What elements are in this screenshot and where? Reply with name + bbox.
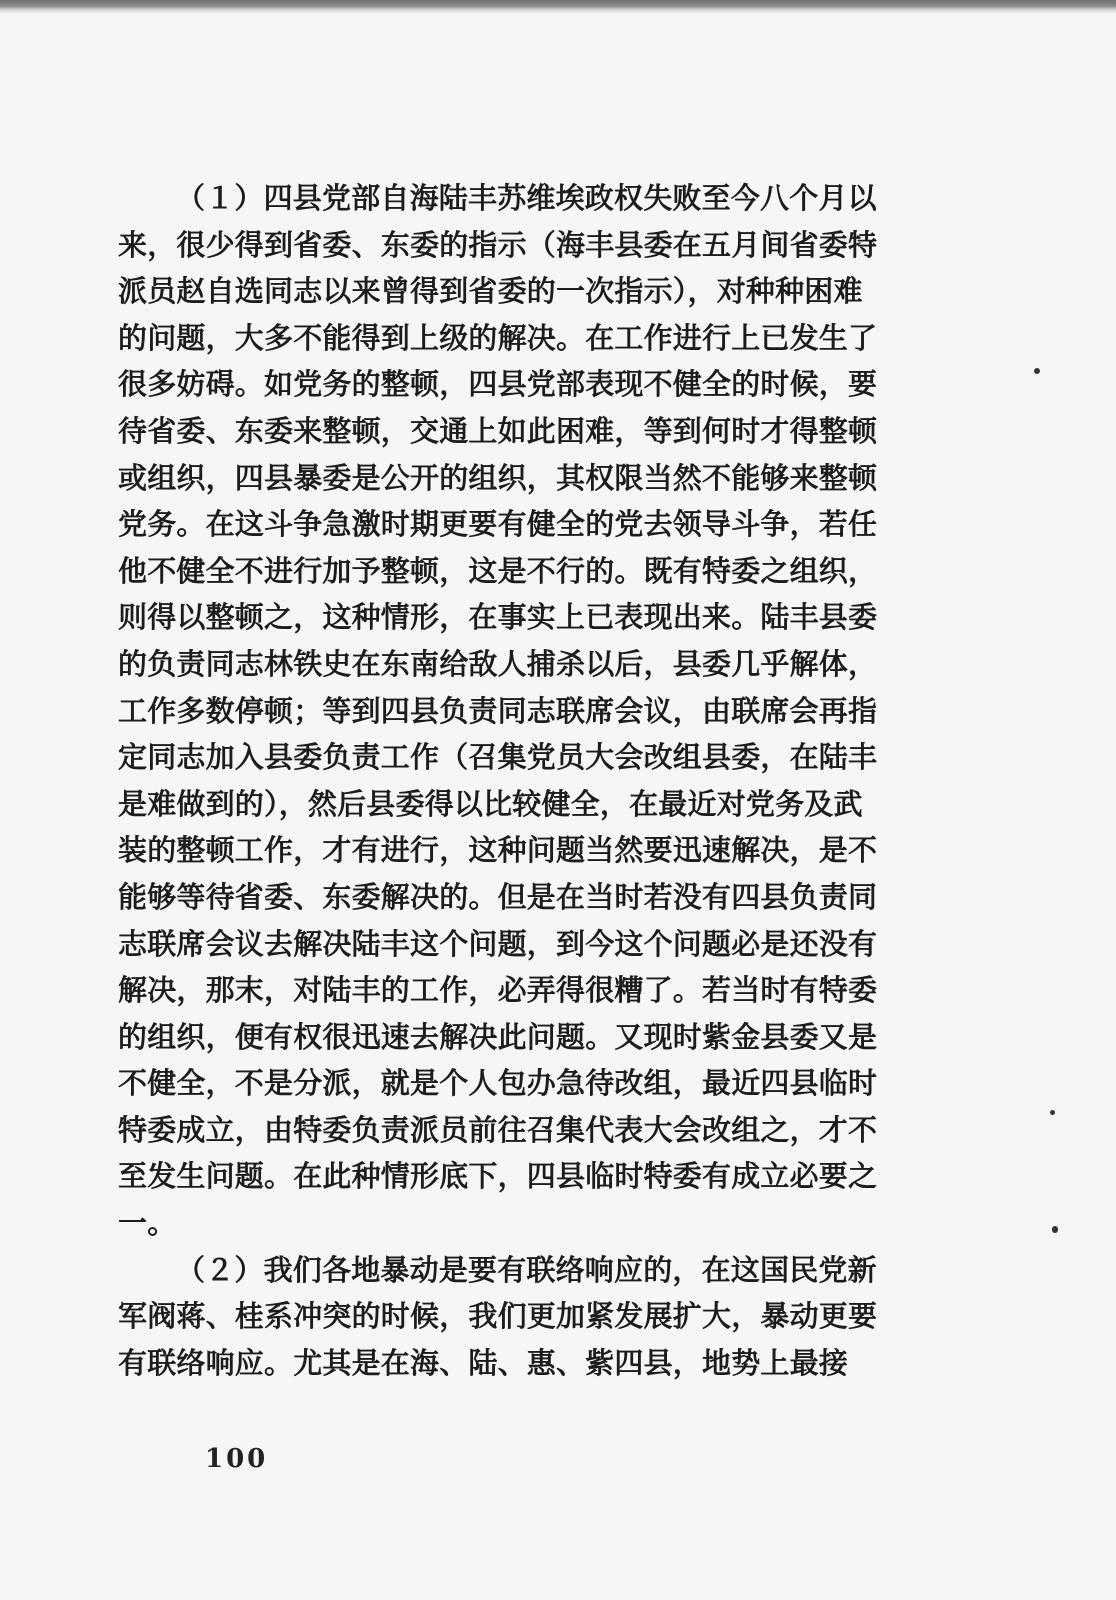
text-line: 工作多数停顿；等到四县负责同志联席会议，由联席会再指 <box>118 693 878 728</box>
text-line: 派员赵自选同志以来曾得到省委的一次指示），对种种困难 <box>118 274 863 309</box>
text-line: 能够等待省委、东委解决的。但是在当时若没有四县负责同 <box>118 879 878 914</box>
text-line: 则得以整顿之，这种情形，在事实上已表现出来。陆丰县委 <box>118 600 878 635</box>
text-line: 解决，那末，对陆丰的工作，必弄得很糟了。若当时有特委 <box>118 973 878 1008</box>
text-line: 不健全，不是分派，就是个人包办急待改组，最近四县临时 <box>118 1066 878 1101</box>
text-line: 装的整顿工作，才有进行，这种问题当然要迅速解决，是不 <box>118 833 878 868</box>
page-number: 100 <box>205 1444 269 1474</box>
text-line: 的组织，便有权很迅速去解决此问题。又现时紫金县委又是 <box>118 1019 878 1054</box>
text-line: 有联络响应。尤其是在海、陆、惠、紫四县，地势上最接 <box>118 1345 849 1380</box>
text-line: 至发生问题。在此种情形底下，四县临时特委有成立必要之 <box>118 1159 878 1194</box>
text-line: 很多妨碍。如党务的整顿，四县党部表现不健全的时候，要 <box>118 367 878 402</box>
paragraph-1 <box>118 175 988 1247</box>
scan-speck <box>1052 1226 1058 1233</box>
scan-top-edge <box>0 0 1116 14</box>
text-line: 特委成立，由特委负责派员前往召集代表大会改组之，才不 <box>118 1112 878 1147</box>
text-line: 定同志加入县委负责工作（召集党员大会改组县委，在陆丰 <box>118 740 878 775</box>
text-line: 志联席会议去解决陆丰这个问题，到今这个问题必是还没有 <box>118 926 878 961</box>
document-body <box>118 175 988 1380</box>
paragraph-2 <box>118 1247 988 1387</box>
text-line: 军阀蒋、桂系冲突的时候，我们更加紧发展扩大，暴动更要 <box>118 1299 878 1334</box>
text-line: （１）四县党部自海陆丰苏维埃政权失败至今八个月以 <box>176 181 877 215</box>
text-line: 待省委、东委来整顿，交通上如此困难，等到何时才得整顿 <box>118 413 878 448</box>
text-line: 的问题，大多不能得到上级的解决。在工作进行上已发生了 <box>118 320 878 355</box>
text-line: 来，很少得到省委、东委的指示（海丰县委在五月间省委特 <box>118 227 878 262</box>
text-line: 的负责同志林铁史在东南给敌人捕杀以后，县委几乎解体， <box>118 646 878 681</box>
text-line: （２）我们各地暴动是要有联络响应的，在这国民党新 <box>176 1252 877 1287</box>
text-line: 一。 <box>118 1206 177 1241</box>
text-line: 或组织，四县暴委是公开的组织，其权限当然不能够来整顿 <box>118 460 878 495</box>
text-line: 党务。在这斗争急激时期更要有健全的党去领导斗争，若任 <box>118 507 878 542</box>
text-line: 他不健全不进行加予整顿，这是不行的。既有特委之组织， <box>118 553 878 588</box>
scan-speck <box>1050 1110 1055 1115</box>
text-line: 是难做到的），然后县委得以比较健全，在最近对党务及武 <box>118 786 863 821</box>
scan-speck <box>1034 368 1040 374</box>
